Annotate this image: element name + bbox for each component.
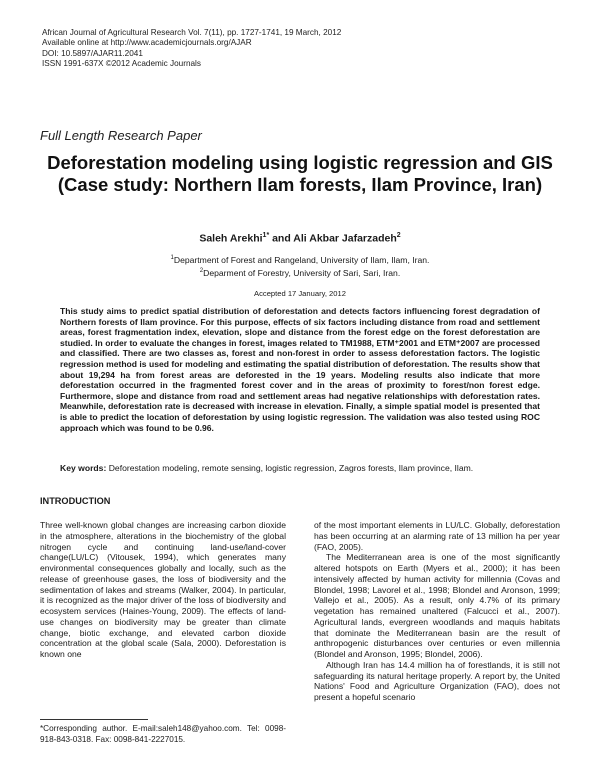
paper-type: Full Length Research Paper (40, 128, 202, 143)
author-affiliation-marker: 1* (262, 232, 270, 239)
keywords-label: Key words: (60, 463, 107, 473)
footnote-divider (40, 719, 148, 720)
journal-doi: DOI: 10.5897/AJAR11.2041 (42, 48, 143, 58)
affiliation-marker: 1 (170, 255, 174, 261)
affiliation-text: Deparment of Forestry, University of Sari, Sari, Iran. (203, 267, 401, 278)
author-conjunction: and (269, 232, 294, 245)
corresponding-author-footnote: *Corresponding author. E-mail:saleh148@yahoo.com. Tel: 0098-918-843-0318. Fax: 0098-841-2227015. (40, 724, 286, 744)
affiliation-line (40, 266, 560, 279)
author-line (40, 232, 560, 245)
affiliations (40, 253, 560, 279)
abstract: This study aims to predict spatial distribution of deforestation and detects factors influencing forest degradation of Northern forests of Ilam province. For this purpose, effects of six factors including distance from road and settlement areas, forest fragmentation index, elevation, slope and distance from the forest edge on the forest deforestation are studied. In order to evaluate the changes in forest, images related to TM1988, ETM⁺2001 and ETM⁺2007 are processed and classified. There are two classes as, forest and non-forest in order to assess deforestation factors. The logistic regression method is used for modeling and estimating the spatial distribution of deforestation. The results show that about 19,294 ha from forest areas are deforested in the 19 years. Modeling results also indicate that more deforestation occurred in the fragmented forest cover and in the areas of proximity to forest/non forest edge. Furthermore, slope and distance from road and settlement areas had negative relationships with deforestation rates. Meanwhile, deforestation rate is decreased with increase in elevation. Finally, a simple spatial model is presented that is able to predict the location of deforestation by using logistic regression. The validation was also tested using ROC approach which was found to be 0.96. (60, 306, 540, 433)
body-column-left (40, 520, 286, 660)
author-name: Saleh Arekhi (199, 232, 263, 245)
body-paragraph: Although Iran has 14.4 million ha of forestlands, it is still not safeguarding its natural heritage properly. A report by, the United Nations' Food and Agriculture Organization (FAO), does not present a hopeful scenario (314, 659, 560, 702)
body-paragraph: of the most important elements in LU/LC. Globally, deforestation has been occurring at an alarming rate of 13 million ha per year (FAO, 2005). (314, 520, 560, 552)
affiliation-line (40, 253, 560, 266)
paper-title: Deforestation modeling using logistic regression and GIS (Case study: Northern Ilam forests, Ilam Province, Iran) (47, 152, 553, 195)
journal-citation: African Journal of Agricultural Research Vol. 7(11), pp. 1727-1741, 19 March, 2012 (42, 28, 342, 37)
author-affiliation-marker: 2 (396, 232, 401, 239)
keywords (60, 463, 540, 474)
author-name: Ali Akbar Jafarzadeh (293, 232, 397, 245)
body-paragraph: Three well-known global changes are increasing carbon dioxide in the atmosphere, alterations in the biochemistry of the global nitrogen cycle and continuing land-use/land-cover change(LU/LC) (Vitousek, 1994), which generates many environmental consequences globally and locally, such as the release of greenhouse gases, the loss of biodiversity and the sedimentation of lakes and streams (Walker, 2004). In particular, it is recognized as the major driver of the loss of biodiversity and ecosystem services (Haines-Young, 2009). The effects of land-use changes on biodiversity may be greater than climate change, biotic exchange, and elevated carbon dioxide concentration at the global scale (Sala, 2000). Deforestation is known one (40, 520, 286, 659)
section-heading-introduction: INTRODUCTION (40, 496, 111, 506)
affiliation-marker: 2 (199, 267, 204, 274)
journal-header (42, 28, 341, 70)
journal-issn: ISSN 1991-637X ©2012 Academic Journals (42, 59, 201, 69)
accepted-date: Accepted 17 January, 2012 (254, 289, 346, 298)
body-paragraph: The Mediterranean area is one of the most significantly altered hotspots on Earth (Myers et al., 2000); it has been intensively affected by human activity for millennia (Covas and Blondel, 1998; Lavorel et al., 1998; Blondel and Aronson, 1999; Vallejo et al., 2005). As a result, only 4.7% of its primary vegetation has remained unaltered (Falcucci et al., 2007). Agricultural lands, evergreen woodlands and maquis habitats that dominate the Mediterranean basin are the result of anthropogenic disturbances over centuries or even millennia (Blondel and Aronson, 1995; Blondel, 2006). (314, 552, 560, 659)
journal-online-url[interactable]: Available online at http://www.academicjournals.org/AJAR (42, 38, 252, 48)
affiliation-text: Department of Forest and Rangeland, University of Ilam, Ilam, Iran. (173, 254, 430, 265)
keywords-text: Deforestation modeling, remote sensing, logistic regression, Zagros forests, Ilam province, Ilam. (106, 463, 474, 473)
body-column-right (314, 520, 560, 703)
